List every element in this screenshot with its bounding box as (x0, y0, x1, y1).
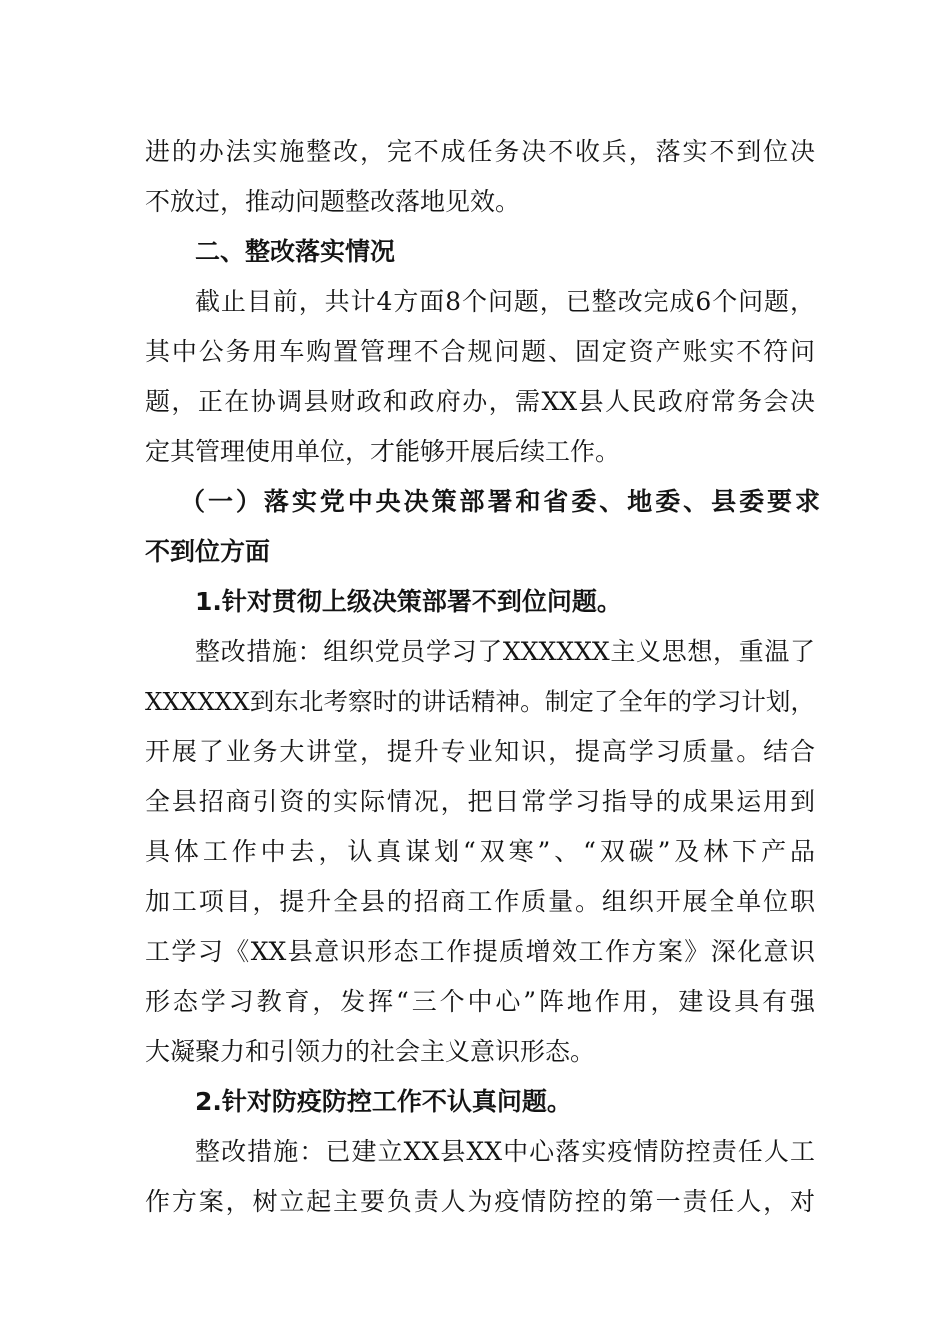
body-text-line: 不放过，推动问题整改落地见效。 (145, 187, 521, 216)
subsection-heading: 不到位方面 (145, 537, 271, 566)
body-text-line: 全县招商引资的实际情况，把日常学习指导的成果运用到 (145, 787, 815, 816)
body-text-line: 题，正在协调县财政和政府办，需XX县人民政府常务会决 (145, 387, 815, 416)
body-text-line: 作方案，树立起主要负责人为疫情防控的第一责任人，对 (145, 1187, 815, 1216)
section-heading: 二、整改落实情况 (195, 237, 396, 266)
body-text-line: 开展了业务大讲堂，提升专业知识，提高学习质量。结合 (145, 737, 815, 766)
body-text-line: 工学习《XX县意识形态工作提质增效工作方案》深化意识 (145, 937, 815, 966)
body-text-line: 整改措施：组织党员学习了XXXXXX主义思想，重温了 (195, 637, 815, 666)
subsection-heading: （一）落实党中央决策部署和省委、地委、县委要求 (180, 487, 820, 516)
item-heading: 1.针对贯彻上级决策部署不到位问题。 (195, 587, 622, 616)
body-text-line: 具体工作中去，认真谋划“双寒”、“双碳”及林下产品 (145, 837, 815, 866)
body-text-line: 定其管理使用单位，才能够开展后续工作。 (145, 437, 621, 466)
body-text-line: 进的办法实施整改，完不成任务决不收兵，落实不到位决 (145, 137, 815, 166)
body-text-line: 形态学习教育，发挥“三个中心”阵地作用，建设具有强 (145, 987, 815, 1016)
body-text-line: XXXXXX到东北考察时的讲话精神。制定了全年的学习计划， (145, 687, 815, 716)
body-text-line: 加工项目，提升全县的招商工作质量。组织开展全单位职 (145, 887, 815, 916)
item-heading: 2.针对防疫防控工作不认真问题。 (195, 1087, 572, 1116)
body-text-line: 整改措施：已建立XX县XX中心落实疫情防控责任人工 (195, 1137, 815, 1166)
body-text-line: 截止目前，共计4方面8个问题，已整改完成6个问题， (195, 287, 815, 316)
body-text-line: 大凝聚力和引领力的社会主义意识形态。 (145, 1037, 596, 1066)
body-text-line: 其中公务用车购置管理不合规问题、固定资产账实不符问 (145, 337, 815, 366)
